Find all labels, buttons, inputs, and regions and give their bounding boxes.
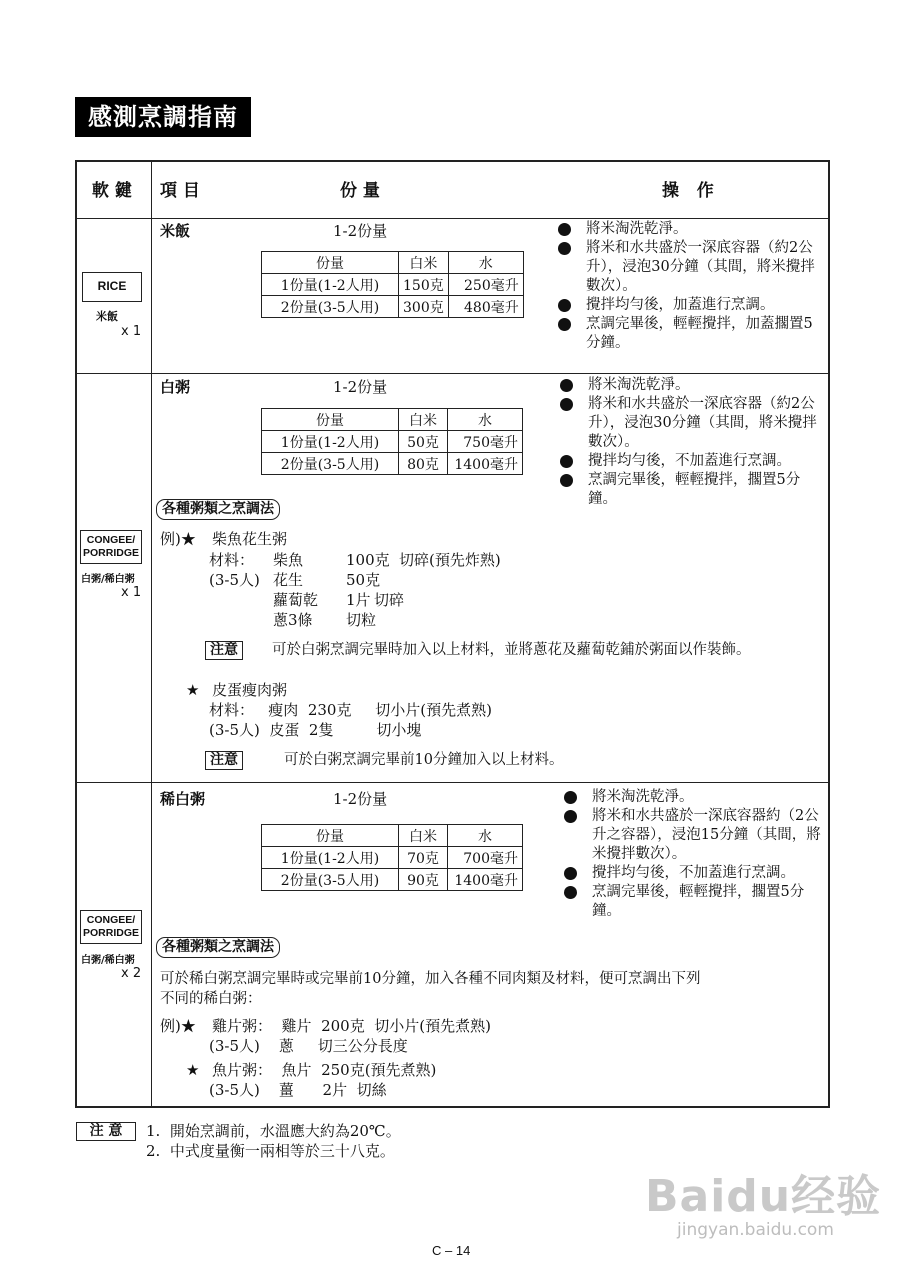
list-item (560, 395, 826, 452)
table-cell: 白米 (399, 825, 448, 847)
key-label-line: PORRIDGE (82, 927, 139, 939)
ingredient-col: 柴魚 (273, 551, 304, 569)
table-row (262, 431, 523, 453)
thin-congee-key-sub: 白粥/稀白粥 (81, 955, 135, 966)
thin-ex-prefix: 例)★ (160, 1017, 196, 1035)
table-cell: 水 (448, 252, 523, 274)
table-cell: 白米 (399, 252, 449, 274)
rice-portion: 1-2份量 (333, 222, 388, 240)
thin-ex1-line1: 雞片粥： 雞片 200克 切小片(預先煮熟) (212, 1017, 491, 1035)
header-amount: 份 量 (340, 181, 380, 201)
op-text: 將米和水共盛於一深底容器（約2公升），浸泡30分鐘（其間，將米攪拌數次）。 (586, 240, 815, 294)
bullet-icon (558, 299, 571, 312)
row-divider (77, 373, 828, 374)
congee-note2-label: 注意 (205, 751, 243, 770)
ingredient-col: 材料： (209, 551, 255, 569)
list-item (564, 864, 826, 883)
congee-ex2-line1: 材料： 瘦肉 230克 切小片(預先煮熟) (209, 701, 493, 719)
op-text: 攪拌均勻後，不加蓋進行烹調。 (592, 865, 795, 881)
table-row (262, 453, 523, 475)
table-cell: 1400毫升 (448, 453, 523, 475)
header-operation: 操 作 (662, 181, 714, 201)
bullet-icon (558, 318, 571, 331)
thin-ex2-star: ★ (186, 1061, 200, 1079)
bullet-icon (560, 474, 573, 487)
congee-operations (560, 376, 826, 509)
table-cell: 2份量(3-5人用) (262, 453, 399, 475)
table-cell: 1份量(1-2人用) (262, 274, 399, 296)
ingredient-col: 切粒 (346, 611, 377, 629)
list-item (564, 883, 826, 921)
congee-ex2-star: ★ (186, 681, 200, 699)
list-item (560, 471, 826, 509)
list-item (558, 296, 826, 315)
table-cell: 1份量(1-2人用) (262, 431, 399, 453)
thin-operations (564, 788, 826, 921)
congee-key[interactable] (80, 530, 142, 564)
rice-operations (558, 220, 826, 353)
congee-portion: 1-2份量 (333, 378, 388, 396)
congee-note1-text: 可於白粥烹調完畢時加入以上材料，並將蔥花及蘿蔔乾鋪於粥面以作裝飾。 (272, 642, 751, 658)
congee-ex2-name: 皮蛋瘦肉粥 (212, 681, 288, 699)
table-row (262, 825, 523, 847)
page-title: 感測烹調指南 (75, 97, 251, 137)
row-divider (77, 782, 828, 783)
ingredient-col: 1片 (346, 591, 371, 609)
thin-ex1-line2: (3-5人) 蔥 切三公分長度 (209, 1037, 408, 1055)
rice-item-name: 米飯 (160, 222, 191, 240)
thin-congee-key[interactable] (80, 910, 142, 944)
table-cell: 白米 (399, 409, 448, 431)
bullet-icon (558, 242, 571, 255)
congee-ex2-line2: (3-5人) 皮蛋 2隻 切小塊 (209, 721, 422, 739)
list-item (560, 452, 826, 471)
op-text: 將米和水共盛於一深底容器（約2公升），浸泡30分鐘（其間，將米攪拌數次）。 (588, 396, 817, 450)
footer-note-2: 2. 中式度量衡一兩相等於三十八克。 (146, 1142, 395, 1160)
rice-key[interactable]: RICE (82, 272, 142, 302)
table-cell: 90克 (399, 869, 448, 891)
thin-item-name: 稀白粥 (160, 790, 206, 808)
congee-note1-label: 注意 (205, 641, 243, 660)
bullet-icon (558, 223, 571, 236)
op-text: 將米和水共盛於一深底容器約（2公升之容器），浸泡15分鐘（其間，將米攪拌數次）。 (592, 808, 821, 862)
table-cell: 水 (448, 825, 523, 847)
rice-key-count: x 1 (121, 324, 142, 339)
table-cell: 份量 (262, 252, 399, 274)
bullet-icon (560, 398, 573, 411)
table-cell: 150克 (399, 274, 449, 296)
table-cell: 1400毫升 (448, 869, 523, 891)
list-item (560, 376, 826, 395)
bullet-icon (564, 810, 577, 823)
congee-methods-title: 各種粥類之烹調法 (156, 499, 280, 520)
table-cell: 700毫升 (448, 847, 523, 869)
key-label-line: CONGEE/ (86, 534, 136, 546)
bullet-icon (564, 867, 577, 880)
baidu-watermark-url: jingyan.baidu.com (677, 1220, 834, 1240)
header-key: 軟 鍵 (92, 181, 132, 201)
table-row (262, 409, 523, 431)
bullet-icon (564, 886, 577, 899)
thin-ex2-line2: (3-5人) 薑 2片 切絲 (209, 1081, 387, 1099)
rice-key-sub: 米飯 (96, 310, 118, 323)
op-text: 將米淘洗乾淨。 (592, 789, 694, 805)
page-number: C – 14 (432, 1243, 471, 1258)
congee-key-count: x 1 (121, 585, 142, 600)
congee-note2-text: 可於白粥烹調完畢前10分鐘加入以上材料。 (284, 752, 564, 768)
congee-portion-table (261, 408, 523, 475)
ingredient-col: 切碎 (374, 591, 405, 609)
op-text: 攪拌均勻後，不加蓋進行烹調。 (588, 453, 791, 469)
column-divider (151, 162, 152, 1106)
thin-intro-line1: 可於稀白粥烹調完畢時或完畢前10分鐘，加入各種不同肉類及材料，便可烹調出下列 (160, 971, 701, 987)
op-text: 將米淘洗乾淨。 (586, 221, 688, 237)
table-row (262, 869, 523, 891)
baidu-watermark-logo: Baidu经验 (645, 1171, 882, 1222)
header-item: 項 目 (160, 181, 200, 201)
bullet-icon (560, 455, 573, 468)
table-cell: 300克 (399, 296, 449, 318)
header-divider (77, 218, 828, 219)
bullet-icon (564, 791, 577, 804)
footer-note-label: 注 意 (76, 1122, 136, 1141)
list-item (564, 788, 826, 807)
thin-methods-title: 各種粥類之烹調法 (156, 937, 280, 958)
rice-portion-table (261, 251, 524, 318)
list-item (564, 807, 826, 864)
table-cell: 80克 (399, 453, 448, 475)
table-cell: 480毫升 (448, 296, 523, 318)
op-text: 烹調完畢後，輕輕攪拌，擱置5分鐘。 (588, 472, 801, 507)
op-text: 將米淘洗乾淨。 (588, 377, 690, 393)
op-text: 攪拌均勻後，加蓋進行烹調。 (586, 297, 775, 313)
ingredient-col: (3-5人) (209, 571, 260, 589)
list-item (558, 239, 826, 296)
thin-portion-table (261, 824, 523, 891)
table-row (262, 847, 523, 869)
congee-key-sub: 白粥/稀白粥 (81, 574, 135, 585)
op-text: 烹調完畢後，輕輕攪拌，擱置5分鐘。 (592, 884, 805, 919)
thin-congee-key-count: x 2 (121, 966, 142, 981)
table-cell: 70克 (399, 847, 448, 869)
table-cell: 50克 (399, 431, 448, 453)
table-cell: 水 (448, 409, 523, 431)
table-cell: 2份量(3-5人用) (262, 869, 399, 891)
thin-portion: 1-2份量 (333, 790, 388, 808)
table-cell: 2份量(3-5人用) (262, 296, 399, 318)
table-row (262, 274, 524, 296)
table-cell: 1份量(1-2人用) (262, 847, 399, 869)
footer-note-1: 1. 開始烹調前，水溫應大約為20℃。 (146, 1122, 401, 1140)
list-item (558, 220, 826, 239)
table-cell: 250毫升 (448, 274, 523, 296)
congee-ex1-name: 柴魚花生粥 (212, 530, 288, 548)
ingredient-col: 切碎(預先炸熟) (399, 551, 501, 569)
key-label-line: PORRIDGE (82, 547, 139, 559)
ingredient-col: 50克 (346, 571, 381, 589)
ingredient-col: 花生 (273, 571, 304, 589)
table-cell: 份量 (262, 825, 399, 847)
ingredient-col: 蔥3條 (273, 611, 313, 629)
ingredient-col: 100克 (346, 551, 390, 569)
table-cell: 份量 (262, 409, 399, 431)
congee-ex-prefix: 例)★ (160, 530, 196, 548)
op-text: 烹調完畢後，輕輕攪拌，加蓋擱置5分鐘。 (586, 316, 813, 351)
ingredient-col: 蘿蔔乾 (273, 591, 319, 609)
key-label-line: CONGEE/ (86, 914, 136, 926)
bullet-icon (560, 379, 573, 392)
table-row (262, 296, 524, 318)
thin-intro-line2: 不同的稀白粥： (160, 991, 262, 1007)
thin-ex2-line1: 魚片粥： 魚片 250克(預先煮熟) (212, 1061, 437, 1079)
congee-item-name: 白粥 (160, 378, 191, 396)
list-item (558, 315, 826, 353)
table-row (262, 252, 524, 274)
table-cell: 750毫升 (448, 431, 523, 453)
